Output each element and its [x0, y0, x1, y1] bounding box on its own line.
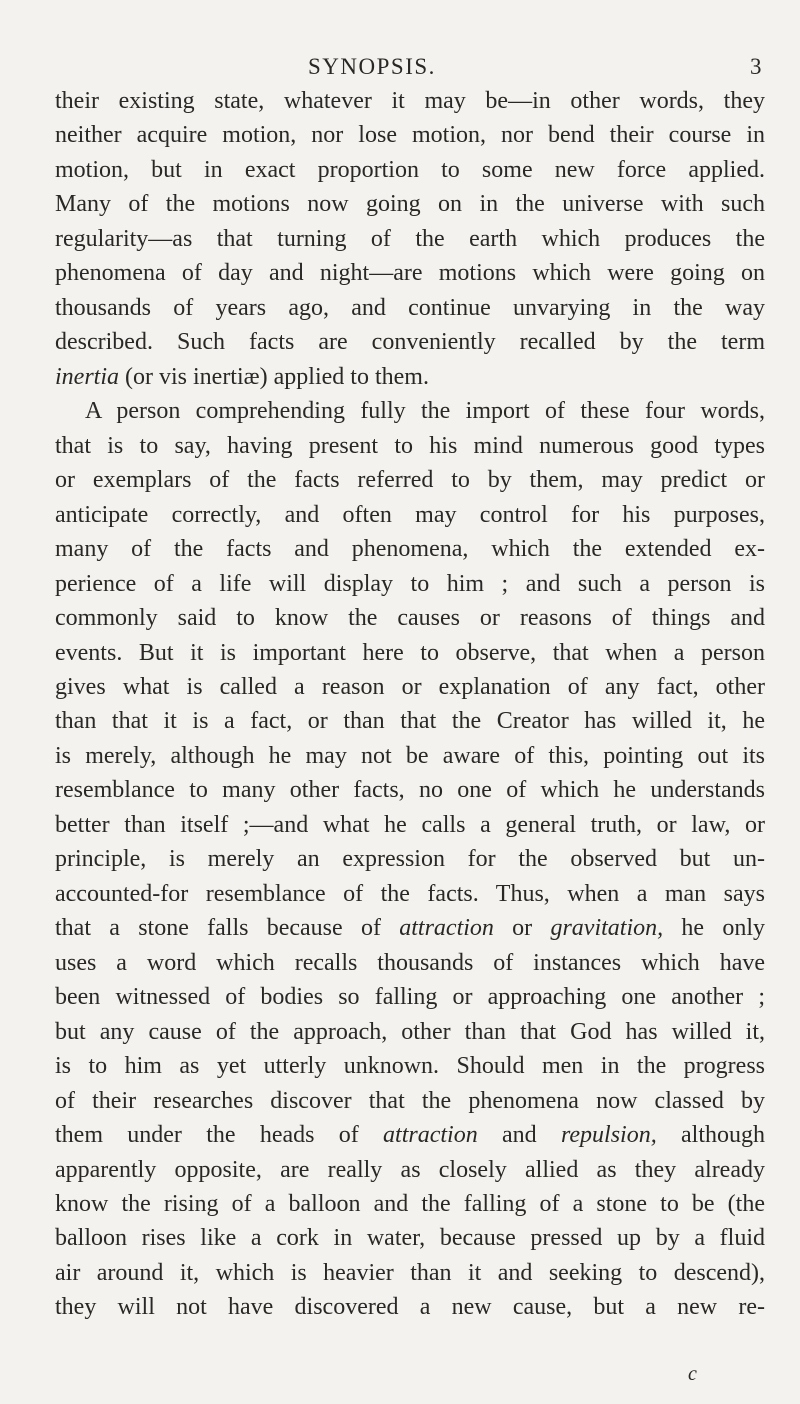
- text-line: [55, 463, 765, 497]
- text-line: [55, 325, 765, 359]
- text-run: that is to say, having present to his mind numerous good types: [55, 432, 765, 459]
- text-line: [55, 256, 765, 290]
- text-run: but any cause of the approach, other than that God has willed it,: [55, 1018, 765, 1045]
- text-run: thousands of years ago, and continue unvarying in the way: [55, 294, 765, 321]
- text-run: gives what is called a reason or explanation of any fact, other: [55, 673, 765, 700]
- text-run: although: [656, 1122, 765, 1149]
- text-run: their existing state, whatever it may be—in other words, they: [55, 88, 765, 114]
- text-run: motion, but in exact proportion to some new force applied.: [55, 156, 765, 183]
- text-line: [55, 980, 765, 1014]
- body-text: [55, 84, 765, 1325]
- text-run: is merely, although he may not be aware of this, pointing out its: [55, 742, 765, 769]
- text-line: [55, 877, 765, 911]
- text-line: [55, 1118, 765, 1152]
- text-line: [55, 187, 765, 221]
- text-line: [55, 118, 765, 152]
- text-line: [55, 394, 765, 428]
- page-number: 3: [750, 54, 762, 79]
- text-run: perience of a life will display to him ; and such a person is: [55, 570, 765, 597]
- text-run: described. Such facts are conveniently recalled by the term: [55, 329, 765, 356]
- text-run: balloon rises like a cork in water, because pressed up by a fluid: [55, 1225, 765, 1252]
- text-run: them under the heads of: [55, 1122, 384, 1149]
- text-run: been witnessed of bodies so falling or approaching one another ;: [55, 984, 765, 1011]
- text-line: [55, 670, 765, 704]
- text-run: principle, is merely an expression for the observed but un-: [55, 846, 765, 873]
- text-run: better than itself ;—and what he calls a general truth, or law, or: [55, 811, 765, 838]
- text-line: [55, 704, 765, 738]
- text-line: [55, 360, 765, 394]
- text-line: [55, 1153, 765, 1187]
- text-run: and: [477, 1122, 561, 1149]
- text-run: phenomena of day and night—are motions which were going on: [55, 260, 765, 287]
- text-run: events. But it is important here to observe, that when a person: [55, 639, 765, 666]
- running-head: [0, 52, 800, 82]
- text-line: [55, 1221, 765, 1255]
- text-line: [55, 601, 765, 635]
- text-run: accounted-for resemblance of the facts. Thus, when a man says: [55, 880, 765, 907]
- text-run: regularity—as that turning of the earth which produces the: [55, 225, 765, 252]
- text-line: [55, 567, 765, 601]
- text-line: [55, 222, 765, 256]
- text-line: [55, 946, 765, 980]
- text-run: Many of the motions now going on in the universe with such: [55, 191, 765, 218]
- text-run: know the rising of a balloon and the falling of a stone to be (the: [55, 1191, 765, 1217]
- italic-term: inertia: [55, 363, 119, 390]
- text-run: than that it is a fact, or than that the Creator has willed it, he: [55, 708, 765, 735]
- text-line: [55, 636, 765, 670]
- text-line: [55, 498, 765, 532]
- text-line: [55, 84, 765, 118]
- text-run: uses a word which recalls thousands of instances which have: [55, 949, 765, 976]
- running-title: SYNOPSIS.: [308, 54, 436, 79]
- text-run: that a stone falls because of: [55, 915, 400, 942]
- text-line: [55, 291, 765, 325]
- text-line: [55, 842, 765, 876]
- text-run: many of the facts and phenomena, which the extended ex-: [55, 536, 765, 563]
- text-line: [55, 739, 765, 773]
- text-run: of their researches discover that the phenomena now classed by: [55, 1087, 765, 1114]
- signature-mark: c: [688, 1363, 697, 1385]
- text-run: or exemplars of the facts referred to by them, may predict or: [55, 467, 765, 494]
- text-run: air around it, which is heavier than it and seeking to descend),: [55, 1259, 765, 1286]
- text-line: [55, 1256, 765, 1290]
- text-run: resemblance to many other facts, no one of which he understands: [55, 777, 765, 804]
- italic-term: attraction: [399, 915, 494, 942]
- italic-term: attraction: [383, 1122, 478, 1149]
- text-line: [55, 1015, 765, 1049]
- text-run: (or vis inertiæ) applied to them.: [119, 363, 429, 390]
- text-run: is to him as yet utterly unknown. Should men in the progress: [55, 1053, 765, 1080]
- text-run: or: [493, 915, 551, 942]
- text-line: [55, 1049, 765, 1083]
- text-run: A person comprehending fully the import of these four words,: [85, 398, 765, 425]
- text-run: they will not have discovered a new cause, but a new re-: [55, 1294, 765, 1321]
- text-line: [55, 153, 765, 187]
- text-line: [55, 773, 765, 807]
- text-line: [55, 911, 765, 945]
- text-line: [55, 1290, 765, 1324]
- text-line: [55, 429, 765, 463]
- text-line: [55, 532, 765, 566]
- text-line: [55, 1187, 765, 1221]
- text-line: [55, 808, 765, 842]
- text-run: anticipate correctly, and often may control for his purposes,: [55, 501, 765, 528]
- text-run: he only: [663, 915, 765, 942]
- italic-term: repulsion,: [560, 1122, 657, 1149]
- text-run: commonly said to know the causes or reasons of things and: [55, 605, 765, 632]
- italic-term: gravitation,: [550, 915, 664, 942]
- text-run: neither acquire motion, nor lose motion, nor bend their course in: [55, 122, 765, 149]
- text-line: [55, 1084, 765, 1118]
- text-run: apparently opposite, are really as closely allied as they already: [55, 1156, 765, 1183]
